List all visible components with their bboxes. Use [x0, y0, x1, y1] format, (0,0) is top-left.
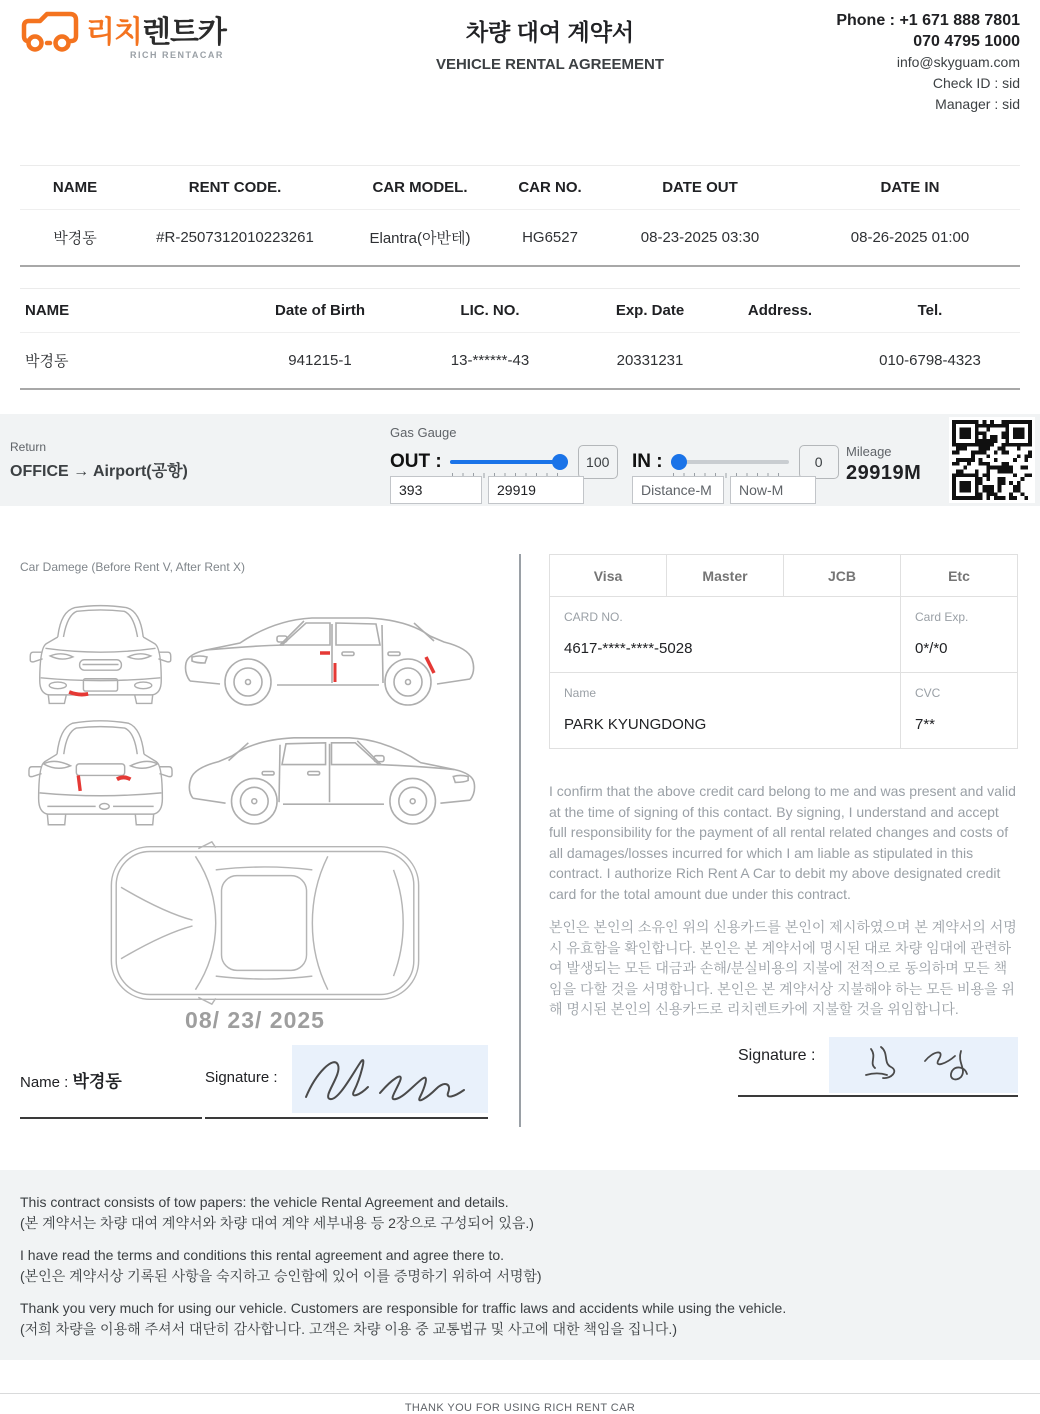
cvc-value: 7** [915, 716, 936, 733]
footer-line2-kr: (본인은 계약서상 기록된 사항을 숙지하고 승인함에 있어 이를 증명하기 위하여 서명함) [20, 1268, 542, 1284]
gas-in-slider-thumb[interactable] [671, 454, 687, 470]
in-mileage-input[interactable] [730, 476, 816, 504]
card-exp-label: Card Exp. [915, 610, 969, 624]
footer-line1-en: This contract consists of tow papers: the vehicle Rental Agreement and details. [20, 1194, 509, 1210]
mileage-label: Mileage [846, 444, 892, 459]
contact-info [810, 10, 1020, 150]
return-label: Return [10, 440, 47, 454]
contact-email: info@skyguam.com [896, 54, 1020, 70]
rent-code: #R-2507312010223261 [156, 229, 314, 246]
brand-subtitle: RICH RENTACAR [130, 50, 224, 60]
col-date-in: DATE IN [800, 166, 1020, 210]
footer-line3-en: Thank you very much for using our vehicle. Customers are responsible for traffic laws and accidents while using the vehicle. [20, 1300, 787, 1316]
driver-table-header-row [20, 289, 1020, 333]
car-diagram-side-left [180, 597, 480, 709]
check-id: Check ID : sid [932, 75, 1020, 91]
rental-info-table [20, 165, 1020, 267]
col-date-out: DATE OUT [600, 166, 800, 210]
renter-name: 박경동 [53, 230, 97, 247]
gas-in-slider[interactable] [671, 453, 789, 471]
driver-info-table [20, 288, 1020, 390]
main-content [0, 549, 1040, 1134]
signature-underline-left [205, 1117, 488, 1119]
column-divider [519, 554, 521, 1127]
col-exp-date: Exp. Date [580, 289, 720, 333]
car-damage-title: Car Damege (Before Rent V, After Rent X) [20, 560, 245, 574]
qr-code [949, 417, 1035, 503]
page-header [0, 0, 1040, 150]
signature-pad-left[interactable] [292, 1045, 488, 1113]
terms-footer [0, 1170, 1040, 1360]
signer-name [20, 1067, 122, 1092]
damage-mark-front [69, 692, 88, 695]
gas-out-slider-thumb[interactable] [552, 454, 568, 470]
out-mileage-input[interactable] [488, 476, 584, 504]
phone-primary: Phone : +1 671 888 7801 [836, 12, 1020, 29]
page-title-en: VEHICLE RENTAL AGREEMENT [435, 56, 665, 73]
card-type-jcb: JCB [784, 555, 901, 597]
col-name: NAME [20, 166, 130, 210]
cvc-label: CVC [915, 686, 941, 700]
signature-underline-right [738, 1095, 1018, 1097]
col-car-model: CAR MODEL. [340, 166, 500, 210]
signature-pad-right[interactable] [829, 1037, 1018, 1093]
out-distance-input[interactable] [390, 476, 482, 504]
car-diagram-rear [28, 713, 173, 835]
card-type-visa: Visa [550, 555, 667, 597]
date-out: 08-23-2025 03:30 [640, 229, 760, 246]
name-label: Name : [20, 1074, 69, 1091]
brand-logo [20, 10, 290, 150]
return-route: OFFICE → Airport(공항) [10, 463, 188, 480]
mileage-block [846, 444, 921, 485]
confirmation-text-kr: 본인은 본인의 소유인 위의 신용카드를 본인이 제시하였으며 본 계약서의 서명시 유효함을 확인합니다. 본인은 본 계약서에 명시된 대로 차량 임대에 관련하여 발생되는 모든 대금과 손해/분실비용의 지불에 전적으로 동의하며 모든 책임을 다할 것을 서명합니다. 본인은 본 계약서상 지불해야 하는 모든 비용을 위해 명시된 본인의 신용카드로 리치렌트카에 지불할 것을 위임합니다. [549, 919, 1017, 1017]
rental-table-header-row [20, 166, 1020, 210]
card-no-label: CARD NO. [564, 610, 623, 624]
driver-name: 박경동 [25, 353, 69, 370]
name-underline [20, 1117, 202, 1119]
gas-out-value: 100 [578, 445, 618, 479]
card-holder-cell [550, 673, 901, 749]
in-distance-input[interactable] [632, 476, 724, 504]
page-title-kr: 차량 대여 계약서 [465, 19, 635, 45]
card-type-master: Master [667, 555, 784, 597]
col-rent-code: RENT CODE. [130, 166, 340, 210]
credit-card-table [549, 554, 1018, 749]
card-exp-cell [901, 597, 1018, 673]
confirmation-text-en: I confirm that the above credit card belong to me and was present and valid at the time of signing of this contact. By signing, I understand and accept full responsibility for the payment of all rental related changes and costs of all damages/losses incurred for which I am liable as stipulated in this contract. I authorize Rich Rent A Car to debit my above designated credit card for the total amount due under this contract. [549, 783, 1016, 902]
contract-date: 08/ 23/ 2025 [185, 1007, 325, 1033]
gauge-out-label: OUT : [390, 451, 442, 472]
car-diagram-top [100, 837, 430, 1009]
col-tel: Tel. [840, 289, 1020, 333]
driver-table-row [20, 333, 1020, 390]
car-logo-icon [20, 10, 82, 56]
thank-you-message: THANK YOU FOR USING RICH RENT CAR [404, 1402, 636, 1414]
col-lic-no: LIC. NO. [400, 289, 580, 333]
driver-dob: 941215-1 [288, 352, 352, 369]
phone-secondary: 070 4795 1000 [913, 33, 1020, 50]
gauge-in-label: IN : [632, 451, 663, 472]
mileage-value: 29919M [846, 462, 922, 484]
col-dob: Date of Birth [240, 289, 400, 333]
brand-name: 리치렌트카 [86, 16, 226, 49]
car-model: Elantra(아반테) [369, 230, 471, 247]
col-car-no: CAR NO. [500, 166, 600, 210]
car-diagram-front [28, 599, 173, 711]
signature-label-left: Signature : [205, 1069, 278, 1086]
card-holder-label: Name [564, 686, 597, 700]
damage-marks-rear [78, 775, 130, 790]
card-holder-value: PARK KYUNGDONG [564, 716, 707, 733]
card-type-etc: Etc [901, 555, 1018, 597]
col-driver-name: NAME [20, 289, 240, 333]
gas-in-value: 0 [799, 445, 839, 479]
status-bar [0, 414, 1040, 506]
col-address: Address. [720, 289, 840, 333]
driver-tel: 010-6798-4323 [879, 352, 981, 369]
car-no: HG6527 [522, 229, 578, 246]
footer-line3-kr: (저희 차량을 이용해 주셔서 대단히 감사합니다. 고객은 차량 이용 중 교통법규 및 사고에 대한 책임을 집니다.) [20, 1321, 677, 1337]
card-number-cell [550, 597, 901, 673]
driver-lic-no: 13-******-43 [450, 352, 530, 369]
driver-address [720, 333, 840, 390]
return-block [10, 440, 188, 481]
car-diagram-side-right [183, 717, 480, 828]
card-exp-value: 0*/*0 [915, 640, 948, 657]
footer-line2-en: I have read the terms and conditions this rental agreement and agree there to. [20, 1247, 505, 1263]
name-value: 박경동 [72, 1072, 122, 1091]
damage-marks-side [320, 653, 434, 682]
manager: Manager : sid [935, 96, 1020, 112]
rental-table-row [20, 210, 1020, 267]
date-in: 08-26-2025 01:00 [850, 229, 970, 246]
card-no-value: 4617-****-****-5028 [564, 640, 693, 657]
driver-exp-date: 20331231 [616, 352, 684, 369]
footer-line1-kr: (본 계약서는 차량 대여 계약서와 차량 대여 계약 세부내용 등 2장으로 구성되어 있음.) [20, 1215, 534, 1231]
signature-label-right: Signature : [738, 1047, 816, 1064]
card-cvc-cell [901, 673, 1018, 749]
gas-out-slider[interactable] [450, 453, 568, 471]
gas-gauge-label: Gas Gauge [390, 425, 457, 440]
